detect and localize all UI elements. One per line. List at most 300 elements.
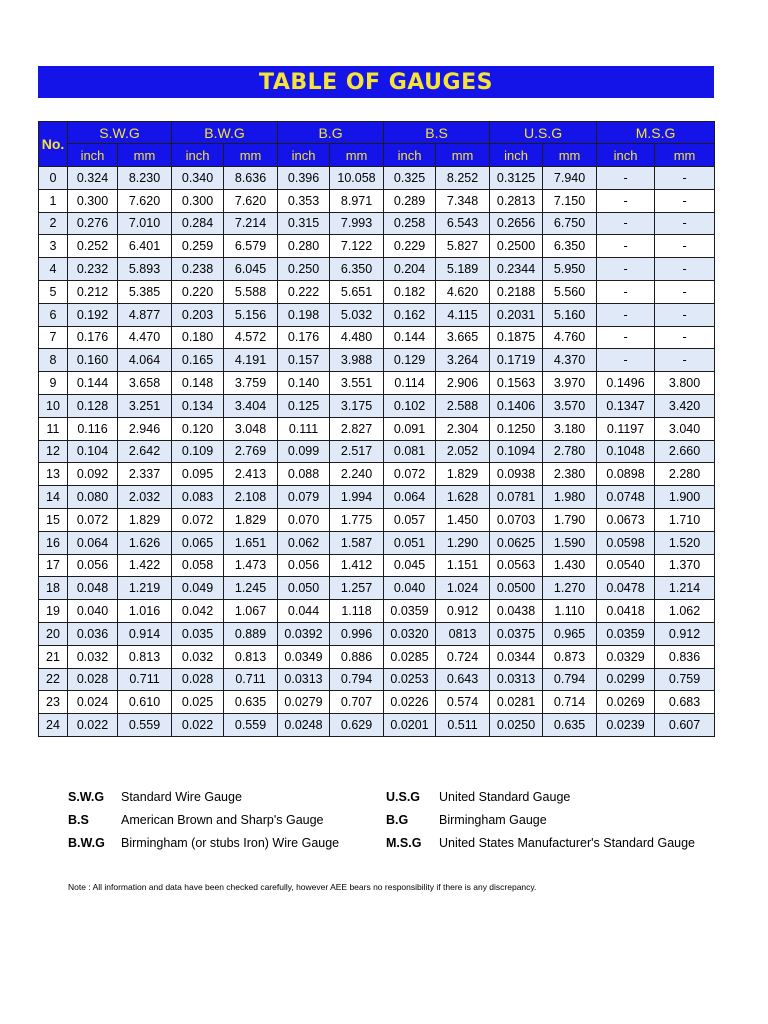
table-cell: 3.665 (436, 326, 490, 349)
table-cell: 0.1406 (490, 394, 543, 417)
gauge-number-cell: 21 (39, 645, 68, 668)
table-row (39, 440, 715, 463)
table-cell: 0.072 (172, 508, 224, 531)
table-cell: 0.889 (224, 622, 278, 645)
table-row (39, 417, 715, 440)
table-cell: 0.0540 (597, 554, 655, 577)
table-cell: - (597, 212, 655, 235)
table-cell: 7.620 (224, 189, 278, 212)
table-cell: 7.150 (543, 189, 597, 212)
disclaimer-note: Note : All information and data have been checked carefully, however AEE bears no responsibility if there is any discrepancy. (68, 882, 537, 892)
legend-row (68, 808, 728, 831)
table-cell: 0.040 (384, 577, 436, 600)
table-cell: 3.048 (224, 417, 278, 440)
table-cell: 6.750 (543, 212, 597, 235)
table-cell: 0.1094 (490, 440, 543, 463)
table-cell: 1.219 (118, 577, 172, 600)
table-cell: 1.016 (118, 600, 172, 623)
table-cell: 0.095 (172, 463, 224, 486)
table-row (39, 463, 715, 486)
table-cell: 0.104 (68, 440, 118, 463)
table-cell: 0.088 (278, 463, 330, 486)
gauge-table (38, 121, 715, 737)
table-cell: 8.636 (224, 167, 278, 190)
table-cell: 0.1197 (597, 417, 655, 440)
table-cell: 3.251 (118, 394, 172, 417)
table-cell: 0.0748 (597, 486, 655, 509)
table-cell: 0.072 (68, 508, 118, 531)
table-cell: 0.0201 (384, 714, 436, 737)
table-cell: - (597, 258, 655, 281)
table-cell: 2.769 (224, 440, 278, 463)
table-cell: 0.125 (278, 394, 330, 417)
table-cell: 2.946 (118, 417, 172, 440)
table-cell: 2.413 (224, 463, 278, 486)
table-cell: 0.711 (118, 668, 172, 691)
table-cell: 4.470 (118, 326, 172, 349)
table-cell: 7.010 (118, 212, 172, 235)
gauge-number-cell: 5 (39, 280, 68, 303)
table-cell: 3.404 (224, 394, 278, 417)
gauge-number-cell: 2 (39, 212, 68, 235)
table-cell: 0.912 (655, 622, 715, 645)
group-header: B.G (278, 122, 384, 144)
table-cell: 0.111 (278, 417, 330, 440)
title-banner (38, 66, 714, 98)
gauge-number-cell: 14 (39, 486, 68, 509)
table-cell: 0.050 (278, 577, 330, 600)
table-cell: 6.579 (224, 235, 278, 258)
table-row (39, 668, 715, 691)
table-cell: - (655, 326, 715, 349)
table-cell: 0.072 (384, 463, 436, 486)
table-cell: 0.129 (384, 349, 436, 372)
gauge-number-cell: 12 (39, 440, 68, 463)
table-cell: 0.2656 (490, 212, 543, 235)
table-row (39, 622, 715, 645)
table-row (39, 258, 715, 281)
no-column-header: No. (39, 122, 68, 167)
table-cell: 0.035 (172, 622, 224, 645)
table-cell: 3.040 (655, 417, 715, 440)
table-cell: 0.057 (384, 508, 436, 531)
unit-header: mm (436, 144, 490, 167)
table-cell: 1.270 (543, 577, 597, 600)
table-cell: 0.0269 (597, 691, 655, 714)
table-cell: 0.109 (172, 440, 224, 463)
table-cell: 0.056 (278, 554, 330, 577)
table-cell: 0.0781 (490, 486, 543, 509)
table-cell: 3.420 (655, 394, 715, 417)
table-cell: - (655, 258, 715, 281)
table-cell: 0.157 (278, 349, 330, 372)
table-cell: 0.032 (172, 645, 224, 668)
legend-description: Birmingham (or stubs Iron) Wire Gauge (121, 835, 340, 850)
table-cell: 7.348 (436, 189, 490, 212)
table-cell: 5.156 (224, 303, 278, 326)
table-cell: 0.559 (224, 714, 278, 737)
table-row (39, 372, 715, 395)
table-cell: 0.0392 (278, 622, 330, 645)
table-cell: 3.658 (118, 372, 172, 395)
table-cell: 0.2813 (490, 189, 543, 212)
gauge-number-cell: 13 (39, 463, 68, 486)
table-cell: 4.877 (118, 303, 172, 326)
table-cell: 0.965 (543, 622, 597, 645)
table-cell: 2.108 (224, 486, 278, 509)
table-cell: 0.120 (172, 417, 224, 440)
table-cell: 0.711 (224, 668, 278, 691)
table-cell: 0.0313 (278, 668, 330, 691)
gauge-number-cell: 22 (39, 668, 68, 691)
table-cell: 0.051 (384, 531, 436, 554)
table-cell: - (655, 235, 715, 258)
legend-abbreviation: B.G (386, 812, 409, 827)
table-cell: 0.180 (172, 326, 224, 349)
table-cell: 0.049 (172, 577, 224, 600)
table-cell: 1.790 (543, 508, 597, 531)
table-cell: 7.214 (224, 212, 278, 235)
table-cell: 0.1496 (597, 372, 655, 395)
table-cell: 4.370 (543, 349, 597, 372)
unit-header: inch (597, 144, 655, 167)
table-cell: - (597, 326, 655, 349)
table-cell: 0.114 (384, 372, 436, 395)
gauge-number-cell: 24 (39, 714, 68, 737)
table-cell: 1.829 (224, 508, 278, 531)
table-cell: 4.620 (436, 280, 490, 303)
table-cell: - (655, 280, 715, 303)
table-cell: - (597, 167, 655, 190)
table-cell: 0.091 (384, 417, 436, 440)
table-cell: 0.022 (68, 714, 118, 737)
table-cell: 1.062 (655, 600, 715, 623)
table-cell: 0.040 (68, 600, 118, 623)
legend-abbreviation: M.S.G (386, 835, 422, 850)
table-cell: 1.412 (330, 554, 384, 577)
table-cell: - (597, 189, 655, 212)
table-cell: 0.300 (172, 189, 224, 212)
table-cell: 5.385 (118, 280, 172, 303)
table-cell: 2.337 (118, 463, 172, 486)
table-cell: 0.232 (68, 258, 118, 281)
table-cell: 0.0500 (490, 577, 543, 600)
table-cell: 0.0938 (490, 463, 543, 486)
table-cell: 0.220 (172, 280, 224, 303)
gauge-number-cell: 18 (39, 577, 68, 600)
table-cell: 5.893 (118, 258, 172, 281)
table-cell: 5.160 (543, 303, 597, 326)
legend-description: Standard Wire Gauge (121, 789, 242, 804)
table-cell: 0.0349 (278, 645, 330, 668)
table-cell: 1.118 (330, 600, 384, 623)
table-cell: 0.102 (384, 394, 436, 417)
table-row (39, 167, 715, 190)
table-cell: 3.570 (543, 394, 597, 417)
table-cell: 1.214 (655, 577, 715, 600)
table-cell: 0.0625 (490, 531, 543, 554)
table-cell: 0.0418 (597, 600, 655, 623)
group-header: S.W.G (68, 122, 172, 144)
table-cell: 0.759 (655, 668, 715, 691)
table-cell: 0.0285 (384, 645, 436, 668)
table-cell: 0.610 (118, 691, 172, 714)
table-cell: 0.724 (436, 645, 490, 668)
table-cell: 0.0478 (597, 577, 655, 600)
table-cell: 0.1347 (597, 394, 655, 417)
table-row (39, 714, 715, 737)
unit-header: inch (384, 144, 436, 167)
table-cell: 1.775 (330, 508, 384, 531)
table-cell: 5.032 (330, 303, 384, 326)
gauge-table-body (39, 167, 715, 737)
table-cell: 1.900 (655, 486, 715, 509)
table-cell: 0.353 (278, 189, 330, 212)
table-cell: 0.0598 (597, 531, 655, 554)
table-cell: 2.517 (330, 440, 384, 463)
table-cell: 5.189 (436, 258, 490, 281)
table-cell: 3.970 (543, 372, 597, 395)
gauge-number-cell: 7 (39, 326, 68, 349)
table-cell: 0.024 (68, 691, 118, 714)
table-cell: 0.045 (384, 554, 436, 577)
table-cell: 0.099 (278, 440, 330, 463)
legend-abbreviation: B.W.G (68, 835, 105, 850)
table-cell: 4.480 (330, 326, 384, 349)
table-cell: 1.024 (436, 577, 490, 600)
table-cell: 0.065 (172, 531, 224, 554)
table-cell: 0.229 (384, 235, 436, 258)
unit-header: mm (655, 144, 715, 167)
table-cell: 0.396 (278, 167, 330, 190)
table-cell: 0.198 (278, 303, 330, 326)
table-cell: 2.642 (118, 440, 172, 463)
table-cell: 1.151 (436, 554, 490, 577)
table-cell: 8.971 (330, 189, 384, 212)
group-header: B.S (384, 122, 490, 144)
table-cell: 0.289 (384, 189, 436, 212)
table-cell: 0.079 (278, 486, 330, 509)
table-cell: 2.380 (543, 463, 597, 486)
table-cell: 0.238 (172, 258, 224, 281)
gauge-number-cell: 3 (39, 235, 68, 258)
table-cell: 0.042 (172, 600, 224, 623)
table-cell: 0.1719 (490, 349, 543, 372)
table-cell: 0.683 (655, 691, 715, 714)
table-cell: 0.0299 (597, 668, 655, 691)
table-cell: 0.886 (330, 645, 384, 668)
table-cell: 0.128 (68, 394, 118, 417)
table-cell: 1.626 (118, 531, 172, 554)
legend-abbreviation: S.W.G (68, 789, 105, 804)
table-cell: 0.707 (330, 691, 384, 714)
table-cell: 0.182 (384, 280, 436, 303)
table-cell: 4.064 (118, 349, 172, 372)
table-cell: 0.996 (330, 622, 384, 645)
gauge-number-cell: 0 (39, 167, 68, 190)
table-cell: 0.064 (68, 531, 118, 554)
page-title: TABLE OF GAUGES (259, 69, 493, 95)
table-cell: 5.950 (543, 258, 597, 281)
table-cell: 0.0703 (490, 508, 543, 531)
table-cell: 0.025 (172, 691, 224, 714)
gauge-group-header-row (39, 122, 715, 144)
table-cell: 0.340 (172, 167, 224, 190)
table-cell: 8.252 (436, 167, 490, 190)
table-cell: 0.048 (68, 577, 118, 600)
table-cell: 0.813 (118, 645, 172, 668)
unit-header-row (39, 144, 715, 167)
table-cell: 0.144 (68, 372, 118, 395)
table-cell: 0.062 (278, 531, 330, 554)
table-cell: 0.176 (278, 326, 330, 349)
table-cell: 1.520 (655, 531, 715, 554)
table-cell: 4.572 (224, 326, 278, 349)
table-cell: 0.203 (172, 303, 224, 326)
table-cell: 0.284 (172, 212, 224, 235)
table-cell: 0.635 (224, 691, 278, 714)
group-header: U.S.G (490, 122, 597, 144)
table-cell: 0.032 (68, 645, 118, 668)
table-cell: 0.0375 (490, 622, 543, 645)
table-cell: 1.587 (330, 531, 384, 554)
table-cell: 3.551 (330, 372, 384, 395)
table-cell: 0.056 (68, 554, 118, 577)
gauge-number-cell: 8 (39, 349, 68, 372)
table-cell: - (597, 280, 655, 303)
table-cell: 1.450 (436, 508, 490, 531)
table-cell: 0.148 (172, 372, 224, 395)
table-cell: 0.794 (330, 668, 384, 691)
table-cell: 1.430 (543, 554, 597, 577)
table-cell: 3.988 (330, 349, 384, 372)
table-row (39, 577, 715, 600)
table-cell: 0.0344 (490, 645, 543, 668)
table-cell: 5.588 (224, 280, 278, 303)
table-cell: 0.912 (436, 600, 490, 623)
table-cell: 1.590 (543, 531, 597, 554)
table-cell: 0.1048 (597, 440, 655, 463)
table-cell: 0.165 (172, 349, 224, 372)
table-cell: 1.829 (436, 463, 490, 486)
table-cell: 3.264 (436, 349, 490, 372)
gauge-number-cell: 10 (39, 394, 68, 417)
table-cell: 1.651 (224, 531, 278, 554)
table-cell: 0.300 (68, 189, 118, 212)
table-cell: - (597, 349, 655, 372)
table-cell: 0.250 (278, 258, 330, 281)
table-row (39, 554, 715, 577)
table-cell: 0.276 (68, 212, 118, 235)
gauge-number-cell: 16 (39, 531, 68, 554)
table-cell: 2.906 (436, 372, 490, 395)
table-cell: - (655, 189, 715, 212)
group-header: M.S.G (597, 122, 715, 144)
legend-abbreviation: B.S (68, 812, 89, 827)
table-cell: 1.067 (224, 600, 278, 623)
table-cell: 0.2500 (490, 235, 543, 258)
table-row (39, 235, 715, 258)
table-cell: 2.280 (655, 463, 715, 486)
table-row (39, 531, 715, 554)
table-row (39, 212, 715, 235)
table-cell: 0.629 (330, 714, 384, 737)
table-cell: 2.032 (118, 486, 172, 509)
table-row (39, 394, 715, 417)
table-cell: 0.083 (172, 486, 224, 509)
table-row (39, 303, 715, 326)
unit-header: mm (118, 144, 172, 167)
table-cell: 0.044 (278, 600, 330, 623)
table-cell: 0.0673 (597, 508, 655, 531)
table-cell: 1.422 (118, 554, 172, 577)
table-cell: 0.873 (543, 645, 597, 668)
table-cell: 0.0250 (490, 714, 543, 737)
table-cell: 0.2188 (490, 280, 543, 303)
table-cell: 0.0226 (384, 691, 436, 714)
table-cell: 0.0320 (384, 622, 436, 645)
table-cell: 0.0359 (384, 600, 436, 623)
table-cell: 0.607 (655, 714, 715, 737)
legend-row (68, 831, 728, 854)
table-cell: - (597, 303, 655, 326)
table-row (39, 326, 715, 349)
table-cell: 7.940 (543, 167, 597, 190)
legend-description: United Standard Gauge (439, 789, 571, 804)
table-cell: 2.588 (436, 394, 490, 417)
table-cell: - (655, 349, 715, 372)
table-cell: 0.813 (224, 645, 278, 668)
table-cell: 0.3125 (490, 167, 543, 190)
table-cell: 0.1250 (490, 417, 543, 440)
table-cell: 0.643 (436, 668, 490, 691)
table-cell: 0.212 (68, 280, 118, 303)
table-cell: 2.780 (543, 440, 597, 463)
table-cell: 4.191 (224, 349, 278, 372)
table-cell: 1.628 (436, 486, 490, 509)
unit-header: mm (543, 144, 597, 167)
table-cell: 1.290 (436, 531, 490, 554)
table-cell: 0.714 (543, 691, 597, 714)
gauge-number-cell: 6 (39, 303, 68, 326)
table-cell: 0.070 (278, 508, 330, 531)
table-cell: 0.2344 (490, 258, 543, 281)
unit-header: inch (68, 144, 118, 167)
table-cell: 6.350 (543, 235, 597, 258)
table-cell: 0.280 (278, 235, 330, 258)
table-cell: 4.115 (436, 303, 490, 326)
table-cell: 0.036 (68, 622, 118, 645)
table-cell: 0.574 (436, 691, 490, 714)
table-cell: 3.180 (543, 417, 597, 440)
table-cell: 0.836 (655, 645, 715, 668)
table-cell: 3.800 (655, 372, 715, 395)
table-cell: 0.064 (384, 486, 436, 509)
table-cell: - (655, 212, 715, 235)
table-cell: 0.0359 (597, 622, 655, 645)
table-cell: 0.160 (68, 349, 118, 372)
table-cell: 0.092 (68, 463, 118, 486)
gauge-number-cell: 17 (39, 554, 68, 577)
table-cell: 1.257 (330, 577, 384, 600)
table-cell: 2.240 (330, 463, 384, 486)
table-cell: 1.473 (224, 554, 278, 577)
table-cell: 3.759 (224, 372, 278, 395)
legend-description: Birmingham Gauge (439, 812, 547, 827)
table-cell: 0.258 (384, 212, 436, 235)
table-cell: 0.081 (384, 440, 436, 463)
gauge-number-cell: 20 (39, 622, 68, 645)
